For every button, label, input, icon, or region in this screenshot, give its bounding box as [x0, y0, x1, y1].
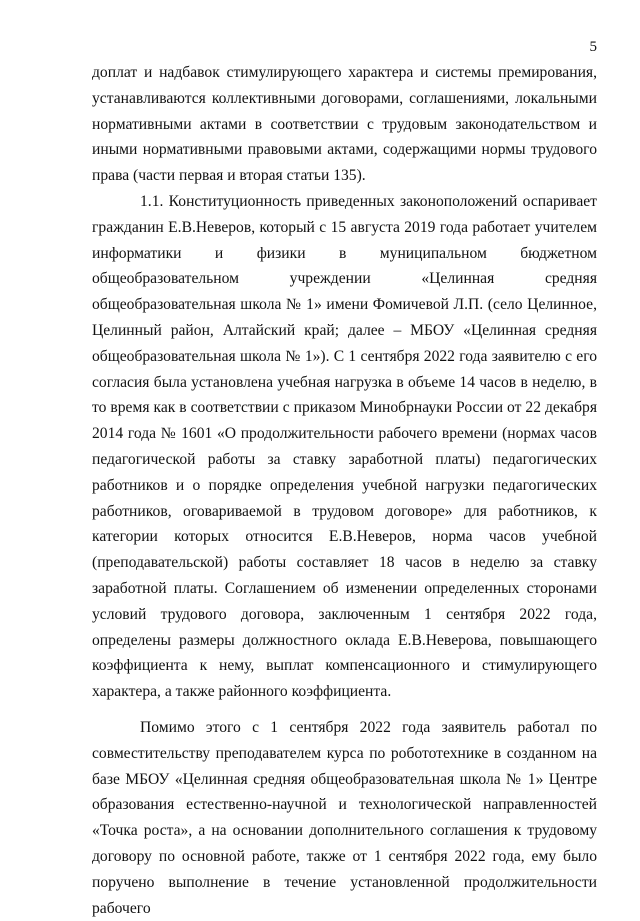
paragraph-additional-work: Помимо этого с 1 сентября 2022 года заявитель работал по совместительству преподавателем курса по робототехнике в созданном на базе МБОУ «Целинная средняя общеобразовательная школа № 1» Центре образования естественно-научной и технологической направленностей «Точка роста», а на основании дополнительного соглашения к трудовому договору по основной работе, также от 1 сентября 2022 года, ему было поручено выполнение в течение установленной продолжительности рабочего [92, 718, 597, 917]
document-body [92, 60, 597, 921]
paragraph-continuation: доплат и надбавок стимулирующего характера и системы премирования, устанавливаются коллективными договорами, соглашениями, локальными нормативными актами в соответствии с трудовым законодательством и иными нормативными правовыми актами, содержащими нормы трудового права (части первая и вторая статьи 135). [92, 64, 597, 185]
paragraph-1-1: 1.1. Конституционность приведенных законоположений оспаривает гражданин Е.В.Неверов, который с 15 августа 2019 года работает учителем информатики и физики в муниципальном бюджетном общеобразовательном учреждении «Целинная средняя общеобразовательная школа № 1» имени Фомичевой Л.П. (село Целинное, Целинный район, Алтайский край; далее – МБОУ «Целинная средняя общеобразовательная школа № 1»). С 1 сентября 2022 года заявителю с его согласия была установлена учебная нагрузка в объеме 14 часов в неделю, в то время как в соответствии с приказом Минобрнауки России от 22 декабря 2014 года № 1601 «О продолжительности рабочего времени (нормах часов педагогической работы за ставку заработной платы) педагогических работников и о порядке определения учебной нагрузки педагогических работников, оговариваемой в трудовом договоре» для работников, к категории которых относится Е.В.Неверов, норма часов учебной (преподавательской) работы составляет 18 часов в неделю за ставку заработной платы. Соглашением об изменении определенных сторонами условий трудового договора, заключенным 1 сентября 2022 года, определены размеры должностного оклада Е.В.Неверова, повышающего коэффициента к нему, выплат компенсационного и стимулирующего характера, а также районного коэффициента. [92, 192, 597, 701]
page-number: 5 [589, 39, 597, 55]
